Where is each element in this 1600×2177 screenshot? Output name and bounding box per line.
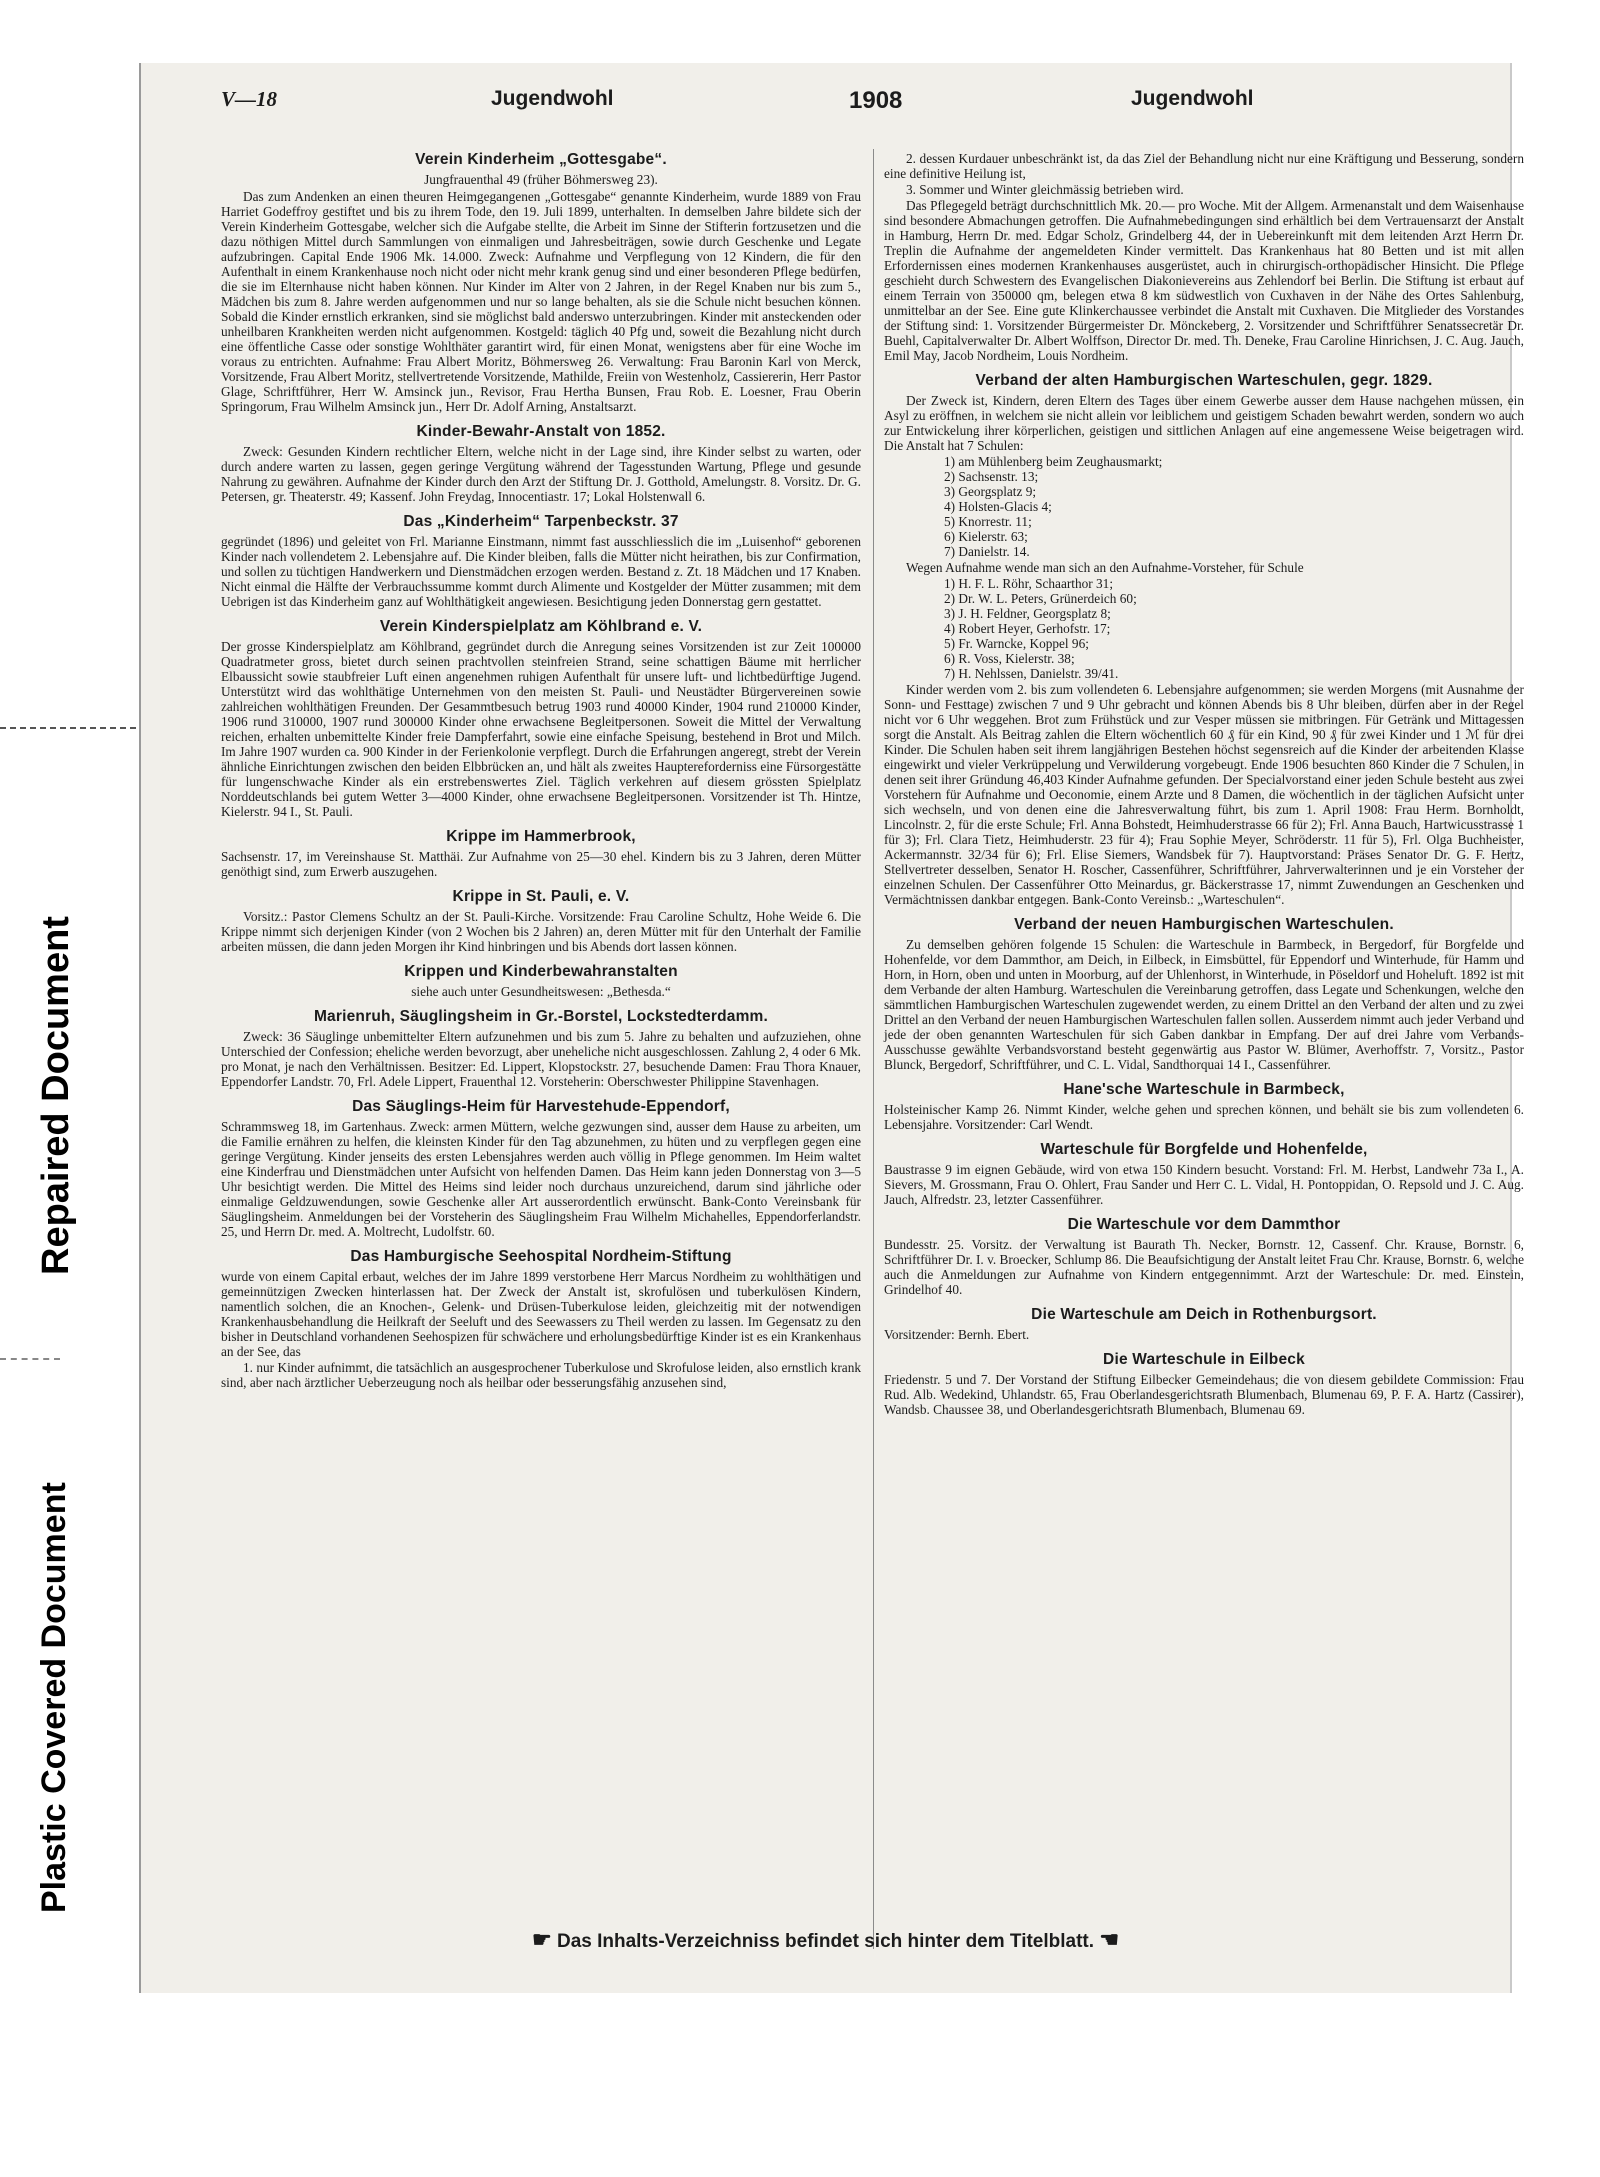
entry-title: Verein Kinderheim „Gottesgabe“. <box>415 151 667 168</box>
entry-body: Zweck: 36 Säuglinge unbemittelter Eltern aufzunehmen und bis zum 5. Jahre zu behalten und aufzuziehen, ohne Unterschied der Confession; eheliche werden bevorzugt, aber uneheliche nicht ausgeschlossen. Zahlung 2, 4 oder 6 Mk. pro Monat, je nach den Verhältnissen. Besitzer: Ed. Lippert, Klopstockstr. 27, besuchende Damen: Frau Thora Knauer, Eppendorfer Landstr. 70, Frl. Adele Lippert, Frauenthal 12. Vorsteherin: Oberschwester Philippine Stavenhagen. <box>221 1029 861 1089</box>
entry-title: Verband der neuen Hamburgischen Warteschulen. <box>1014 916 1394 933</box>
left-column <box>221 151 861 1391</box>
entry-title: Das „Kinderheim“ Tarpenbeckstr. 37 <box>403 513 679 530</box>
entry-body: Vorsitzender: Bernh. Ebert. <box>884 1327 1030 1342</box>
list-item: 3) J. H. Feldner, Georgsplatz 8; <box>944 606 1111 621</box>
page-year: 1908 <box>849 87 903 114</box>
list-item: 2) Sachsenstr. 13; <box>944 469 1039 484</box>
entry-body: Schrammsweg 18, im Gartenhaus. Zweck: armen Müttern, welche gezwungen sind, ausser dem Hause zu arbeiten, um die Familie ernähren zu helfen, die kleinsten Kinder für den Tag abzunehmen, zu hüten und zu verpflegen gegen eine geringe Vergütung. Kinder jenseits des ersten Lebensjahres werden auch völlig in Pflege genommen. Im Heim waltet eine Kinderfrau und Dienstmädchen unter Aufsicht von helfenden Damen. Das Heim kann jeden Donnerstag von 3—5 Uhr besichtigt werden. Die Mittel des Heims sind leider noch durchaus unzureichend, darum sind jährliche oder einmalige Geldzuwendungen, sowie Geschenke aller Art ausserordentlich erwünscht. Bank-Conto Vereinsbank für Säuglingsheim. Anmeldungen bei der Vorsteherin des Säuglingsheim Frau Wilhelm Michahelles, Eppendorferlandstr. 25, und Herrn Dr. med. A. Moltrecht, Ludolfstr. 60. <box>221 1119 861 1239</box>
continued-list-item: 3. Sommer und Winter gleichmässig betrieben wird. <box>906 182 1184 197</box>
entry-body: Holsteinischer Kamp 26. Nimmt Kinder, welche gehen und sprechen können, und behält sie bis zum vollendeten 6. Lebensjahre. Vorsitzender: Carl Wendt. <box>884 1102 1524 1132</box>
entry-body: Zu demselben gehören folgende 15 Schulen: die Warteschule in Barmbeck, in Bergedorf, für Borgfelde und Hohenfelde, vor dem Dammthor, am Deich, in Eilbeck, in Eimsbüttel, für Eppendorf und Winterhude, für Hamm und Horn, in Horn, oben und unten in Moorburg, auf der Uhlenhorst, in Winterhude, in Pöseldorf und Hoheluft. 1892 ist mit dem Verbande der alten Hamburg. Warteschulen die Vereinbarung getroffen, dass Legate und Schenkungen, welche den sämmtlichen Hamburgischen Warteschulen zugewendet werden, zu einem Drittel an den Verband der alten und zu zwei Drittel an den Verband der neuen Hamburgischen Warteschulen fallen sollen. Ausserdem nimmt auch jeder Verband und jede der oben genannten Warteschulen für sich Gaben dankbar in Empfang. Der auf drei Jahre vom Verbands-Ausschusse gewählte Verbandsvorstand besteht gegenwärtig aus Pastor W. Blümer, Averhoffstr. 7, Vorsitz., Pastor Blunck, Bergedorf, Schriftführer, und C. L. Vidal, Sandthorquai 14 I., Cassenführer. <box>884 937 1524 1072</box>
right-column <box>884 151 1524 1418</box>
continued-list-item: 2. dessen Kurdauer unbeschränkt ist, da das Ziel der Behandlung nicht nur eine Kräftigung und Besserung, sondern eine definitive Heilung ist, <box>884 151 1524 181</box>
column-divider <box>873 149 874 1949</box>
page-header <box>141 87 1510 117</box>
schools-list <box>884 454 1524 559</box>
entry-title: Kinder-Bewahr-Anstalt von 1852. <box>416 423 666 440</box>
cut-line <box>0 1358 60 1360</box>
entry-body: Wegen Aufnahme wende man sich an den Aufnahme-Vorsteher, für Schule <box>906 560 1304 575</box>
entry-body: Bundesstr. 25. Vorsitz. der Verwaltung ist Baurath Th. Necker, Bornstr. 12, Cassenf. Chr. Krause, Bornstr. 6, Schriftführer Dr. I. v. Broecker, Schlump 86. Die Beaufsichtigung der Anstalt leitet Frau Chr. Krause, Bornstr. 6, welche auch die Anmeldungen zur Aufnahme von Kindern entgegennimmt. Arzt der Warteschule: Dr. med. Einstein, Grindelhof 40. <box>884 1237 1524 1297</box>
pointing-hand-right-icon: ☚ <box>1099 1927 1120 1952</box>
entry-title: Die Warteschule vor dem Dammthor <box>1067 1216 1341 1233</box>
entry-body: Kinder werden vom 2. bis zum vollendeten 6. Lebensjahre aufgenommen; sie werden Morgens (mit Ausnahme der Sonn- und Festtage) zwischen 7 und 9 Uhr gebracht und können Abends bis 8 Uhr bleiben, dürfen aber in der Regel nicht vor 6 Uhr weggehen. Brot zum Frühstück und zur Vesper müssen sie mitbringen. Für Getränk und Mittagessen sorgt die Anstalt. Als Beitrag zahlen die Eltern wöchentlich 60 ₰ für ein Kind, 90 ₰ für zwei Kinder und 1 ℳ für drei Kinder. Die Schulen haben seit ihrem langjährigen Bestehen höchst segensreich auf die Kinder der arbeitenden Klasse eingewirkt und vieler Verkrüppelung und Verwilderung vorgebeugt. Ende 1906 besuchten 860 Kinder die 7 Schulen, in denen seit ihrer Gründung 46,403 Kinder Aufnahme gefunden. Der Specialvorstand einer jeden Schule besteht aus zwei Vorstehern für Aufnahme und Oeconomie, einem Arzte und 8 Damen, die wöchentlich in der täglichen Aufsicht unter sich wechseln, und von denen eine die Jahresverwaltung führt, bis zum 1. April 1908: Frau Herm. Bornholdt, Lincolnstr. 2, für die erste Schule; Frl. Anna Bohstedt, Heimhuderstrasse 66 für 2); Frl. Anna Bauch, Hartwicusstrasse 1 für 3); Frl. Clara Tietz, Heimhuderstr. 23 für 4); Frau Sophie Meyer, Schröderstr. 11 für 5), Frl. Olga Buchheister, Ackermannstr. 32/34 für 6); Frl. Elise Siemers, Wandsbek für 7). Hauptvorstand: Präses Senator Dr. G. F. Hertz, Stellvertreter desselben, Senator H. Roscher, Cassenführer, Schriftführer, Jahrverwalterinnen und je ein Vorsteher der einzelnen Schulen. Der Cassenführer Otto Meinardus, gr. Bäckerstrasse 17, nimmt Zuwendungen an Geschenken und Vermächtnissen dankbar entgegen. Bank-Conto Vereinsb.: „Warteschulen“. <box>884 682 1524 907</box>
entry-title: Hane'sche Warteschule in Barmbeck, <box>1063 1081 1345 1098</box>
list-item: 4) Robert Heyer, Gerhofstr. 17; <box>944 621 1111 636</box>
entry-body: Der grosse Kinderspielplatz am Köhlbrand, gegründet durch die Anregung seines Vorsitzenden ist zur Zeit 100000 Quadratmeter gross, bietet durch seinen prachtvollen steinfreien Strand, seine schattigen Bäume mit herrlicher Elbaussicht sowie staubfreier Luft einen angenehmen ruhigen Aufenthalt für unsere luft- und lichtbedürftige Jugend. Unterstützt wird das wohlthätige Unternehmen von den meisten St. Pauli- und Neustädter Bürgervereinen sowie zahlreichen wohlthätigen Freunden. Der Gesammtbesuch betrug 1903 rund 40000 Kinder, 1904 rund 210000 Kinder, 1906 rund 310000, 1907 rund 300000 Kinder ohne erwachsene Begleitpersonen. Soweit die Mittel der Verwaltung reichen, erhalten unbemittelte Kinder freie Dampferfahrt, sowie eine einfache Speisung, bestehend in Brot und Milch. Im Jahre 1907 wurden ca. 900 Kinder in der Ferienkolonie verpflegt. Durch die Erfahrungen angeregt, strebt der Verein ähnliche Einrichtungen zwischen den beiden Elbbrücken an, und hält als zweites Hauptereforderniss eine Fürsorgestätte für lungenschwache Kinder als ein erstrebenswertes Ziel. Täglich verkehren auf diesem grössten Spielplatz Norddeutschlands bei gutem Wetter 3—4000 Kinder, ohne erwachsene Begleitpersonen. Vorsitzender ist Th. Hintze, Kielerstr. 94 I., St. Pauli. <box>221 639 861 819</box>
entry-body: Das zum Andenken an einen theuren Heimgegangenen „Gottesgabe“ genannte Kinderheim, wurde 1889 von Frau Harriet Godeffroy gestiftet und bis zu ihrem Tode, den 19. Juli 1899, unterhalten. In demselben Jahre bildete sich der Verein Kinderheim Gottesgabe, welcher sich die Aufgabe stellte, die Arbeit im Sinne der Stifterin fortzusetzen und die dazu nöthigen Mittel durch Sammlungen von einmaligen und Jahresbeiträgen, sowie durch Geschenke und Legate aufzubringen. Capital Ende 1906 Mk. 14.000. Zweck: Aufnahme und Verpflegung von 12 Kindern, die für den Aufenthalt in einem Krankenhause noch nicht oder nicht mehr krank genug sind und einer besonderen Pflege bedürfen, die sie im Elternhause nicht haben können. Nur Kinder im Alter von 2 Jahren, in der Regel Knaben nur bis zum 5., Mädchen bis zum 8. Jahre werden aufgenommen und nur so lange behalten, als sie die Schule nicht besuchen können. Sobald die Kinder ernstlich erkranken, sind sie möglichst bald anderswo unterzubringen. Kinder mit ansteckenden oder unheilbaren Krankheiten werden nicht aufgenommen. Kostgeld: täglich 40 Pfg und, soweit die Bezahlung nicht durch eine öffentliche Casse oder sonstige Wohlthäter garantirt wird, für einen Monat, wenigstens aber für eine Woche im voraus zu entrichten. Aufnahme: Frau Albert Moritz, Böhmersweg 26. Verwaltung: Frau Baronin Karl von Merck, Vorsitzende, Frau Albert Moritz, stellvertretende Vorsitzende, Mathilde, Freiin von Westenholz, Cassiererin, Herr Pastor Glage, Schriftführer, Herr W. Amsinck jun., Revisor, Frau Hertha Bunsen, Frau Rob. E. Loesner, Frau Oberin Springorum, Frau Wilhelm Amsinck jun., Herr Dr. Adolf Arning, Anstaltsarzt. <box>221 189 861 414</box>
list-item: 1) H. F. L. Röhr, Schaarthor 31; <box>944 576 1114 591</box>
pointing-hand-left-icon: ☛ <box>531 1927 552 1952</box>
entry-body: Zweck: Gesunden Kindern rechtlicher Eltern, welche nicht in der Lage sind, ihre Kinder selbst zu warten, oder durch andere warten zu lassen, gegen geringe Vergütung während der Tagesstunden Wartung, Pflege und gesunde Nahrung zu gewähren. Aufnahme der Kinder durch den Arzt der Stiftung Dr. J. Gotthold, Amelungstr. 8. Vorsitz. Dr. G. Petersen, gr. Theaterstr. 49; Kassenf. John Freydag, Innocentiastr. 17; Lokal Holstenwall 6. <box>221 444 861 504</box>
entry-body: Sachsenstr. 17, im Vereinshause St. Matthäi. Zur Aufnahme von 25—30 ehel. Kindern bis zu 3 Jahren, deren Mütter genöthigt sind, zum Erwerb auszugehen. <box>221 849 861 879</box>
list-item: 6) R. Voss, Kielerstr. 38; <box>944 651 1075 666</box>
list-item: 1) am Mühlenberg beim Zeughausmarkt; <box>944 454 1163 469</box>
list-item: 4) Holsten-Glacis 4; <box>944 499 1052 514</box>
entry-title: Warteschule für Borgfelde und Hohenfelde, <box>1040 1141 1368 1158</box>
page-footer <box>141 1927 1510 1953</box>
page-number: V—18 <box>221 87 278 111</box>
entry-body: Baustrasse 9 im eignen Gebäude, wird von etwa 150 Kindern besucht. Vorstand: Frl. M. Herbst, Landwehr 73a I., A. Sievers, M. Grossmann, Frau O. Ohlert, Frau Sander und Herr C. L. Vidal, H. Pontoppidan, O. Repsold und J. C. Aug. Jauch, Alfredstr. 23, letzter Cassenführer. <box>884 1162 1524 1207</box>
running-title-right: Jugendwohl <box>1131 87 1254 110</box>
entry-body: Vorsitz.: Pastor Clemens Schultz an der St. Pauli-Kirche. Vorsitzende: Frau Caroline Schultz, Hohe Weide 6. Die Krippe nimmt sich derjenigen Kinder (von 2 Wochen bis 2 Jahren) an, deren Mütter mit für den Unterhalt der Familie arbeiten müssen, die dann jeden Morgen ihr Kind hinbringen und bis Abends dort lassen können. <box>221 909 861 954</box>
entry-title: Die Warteschule am Deich in Rothenburgsort. <box>1031 1306 1377 1323</box>
entry-title: Verein Kinderspielplatz am Köhlbrand e. V. <box>379 618 703 635</box>
entry-title: Krippen und Kinderbewahranstalten <box>404 963 678 980</box>
repaired-document-label: Repaired Document <box>35 916 77 1275</box>
list-item: 7) H. Nehlssen, Danielstr. 39/41. <box>944 666 1119 681</box>
footer-note: Das Inhalts-Verzeichniss befindet sich hinter dem Titelblatt. <box>556 1931 1095 1952</box>
entry-title: Das Hamburgische Seehospital Nordheim-Stiftung <box>350 1248 732 1265</box>
entry-body: gegründet (1896) und geleitet von Frl. Marianne Einstmann, nimmt fast ausschliesslich die im „Luisenhof“ geborenen Kinder nach vollendetem 2. Lebensjahre auf. Die Kinder bleiben, falls die Mütter nicht heirathen, bis zur Confirmation, und sollen zu tüchtigen Handwerkern und Dienstmädchen erzogen werden. Bestand z. Zt. 18 Mädchen und 17 Knaben. Nicht einmal die Hälfte der Verbrauchssumme kommt durch Alimente und Kostgelder der Mütter zusammen; mit dem Uebrigen ist das Kinderheim ganz auf Wohlthätigkeit angewiesen. Besichtigung jeden Donnerstag gern gestattet. <box>221 534 861 609</box>
entry-body: wurde von einem Capital erbaut, welches der im Jahre 1899 verstorbene Herr Marcus Nordheim zu wohlthätigen und gemeinnützigen Zwecken hinterlassen hat. Der Zweck der Anstalt ist, skrofulösen und tuberkulösen Kindern, namentlich solchen, die an Knochen-, Gelenk- und Drüsen-Tuberkulose leiden, gleichzeitig mit der notwendigen Krankenhausbehandlung die Heilkraft der Seeluft und des Seewassers zu Theil werden zu lassen. Im Gegensatz zu den bisher in Deutschland vorhandenen Seehospizen für schwächere und erholungsbedürftige Kinder ist es ein Krankenhaus an der See, das <box>221 1269 861 1359</box>
cut-line <box>0 727 136 729</box>
list-item: 2) Dr. W. L. Peters, Grünerdeich 60; <box>944 591 1137 606</box>
school-heads-list <box>884 576 1524 681</box>
entry-subtitle: Jungfrauenthal 49 (früher Böhmersweg 23). <box>424 172 658 187</box>
entry-title: Verband der alten Hamburgischen Warteschulen, gegr. 1829. <box>975 372 1433 389</box>
scanned-page-area <box>0 51 1600 2019</box>
list-item: 5) Fr. Warncke, Koppel 96; <box>944 636 1089 651</box>
entry-title: Marienruh, Säuglingsheim in Gr.-Borstel, Lockstedterdamm. <box>313 1008 769 1025</box>
entry-title: Die Warteschule in Eilbeck <box>1103 1351 1305 1368</box>
list-item: 6) Kielerstr. 63; <box>944 529 1028 544</box>
list-item: 3) Georgsplatz 9; <box>944 484 1037 499</box>
entry-subtitle: siehe auch unter Gesundheitswesen: „Bethesda.“ <box>411 984 671 999</box>
newspaper-page <box>139 63 1524 1993</box>
list-item: 5) Knorrestr. 11; <box>944 514 1032 529</box>
entry-title: Krippe im Hammerbrook, <box>446 828 636 845</box>
list-item: 7) Danielstr. 14. <box>944 544 1030 559</box>
entry-body: Der Zweck ist, Kindern, deren Eltern des Tages über einem Gewerbe ausser dem Hause nachgehen müssen, ein Asyl zu eröffnen, in welchem sie nicht allein vor leiblichem und geistigem Schaden bewahrt werden, sondern wo auch zur Entwickelung ihrer körperlichen, geistigen und sittlichen Anlagen auf eine angemessene Weise beigetragen wird. Die Anstalt hat 7 Schulen: <box>884 393 1524 453</box>
entry-body: Das Pflegegeld beträgt durchschnittlich Mk. 20.— pro Woche. Mit der Allgem. Armenanstalt und dem Waisenhause sind besondere Abmachungen getroffen. Die Aufnahmebedingungen sind erhältlich bei dem Vertrauensarzt der Anstalt in Hamburg, Herrn Dr. med. Edgar Scholz, Grindelberg 44, der in Uebereinkunft mit dem leitenden Arzt Herrn Dr. Treplin die Aufnahme der angemeldeten Kinder vermittelt. Das Krankenhaus hat 80 Betten und ist mit allen Erfordernissen eines modernen Krankenhauses ausgerüstet, auch in chirurgisch-orthopädischer Hinsicht. Die Pflege geschieht durch Schwestern des Evangelischen Diakonievereins aus Zehlendorf bei Berlin. Die Stiftung ist erbaut auf einem Terrain von 350000 qm, belegen etwa 8 km südwestlich von Cuxhaven in der Nähe des Ortes Sahlenburg, unmittelbar an der See. Eine gute Klinkerchaussee verbindet die Anstalt mit Cuxhaven. Die Mitglieder des Vorstandes der Stiftung sind: 1. Vorsitzender Bürgermeister Dr. Mönckeberg, 2. Vorsitzender und Schriftführer Senatssecretär Dr. Buehl, Capitalverwalter Dr. Albert Wolffson, Director Dr. med. Th. Deneke, Frau Caroline Hinrichsen, J. C. Aug. Jauch, Emil May, Jacob Nordheim, Louis Nordheim. <box>884 198 1524 363</box>
running-title-left: Jugendwohl <box>491 87 614 110</box>
entry-list-item: 1. nur Kinder aufnimmt, die tatsächlich an ausgesprochener Tuberkulose und Skrofulose leiden, also ernstlich krank sind, aber nach ärztlicher Ueberzeugung noch als heilbar oder besserungsfähig anzusehen sind, <box>221 1360 861 1390</box>
entry-body: Friedenstr. 5 und 7. Der Vorstand der Stiftung Eilbecker Gemeindehaus; die von diesem gebildete Commission: Frau Rud. Alb. Wedekind, Uhlandstr. 65, Frau Oberlandesgerichtsrath Blumenbach, Blumenau 69, P. F. A. Hartz (Cassirer), Wandsb. Chaussee 38, und Oberlandesgerichtsrath Blumenbach, Blumenau 69. <box>884 1372 1524 1417</box>
entry-title: Das Säuglings-Heim für Harvestehude-Eppendorf, <box>352 1098 730 1115</box>
entry-title: Krippe in St. Pauli, e. V. <box>452 888 630 905</box>
plastic-covered-document-label: Plastic Covered Document <box>35 1482 73 1913</box>
